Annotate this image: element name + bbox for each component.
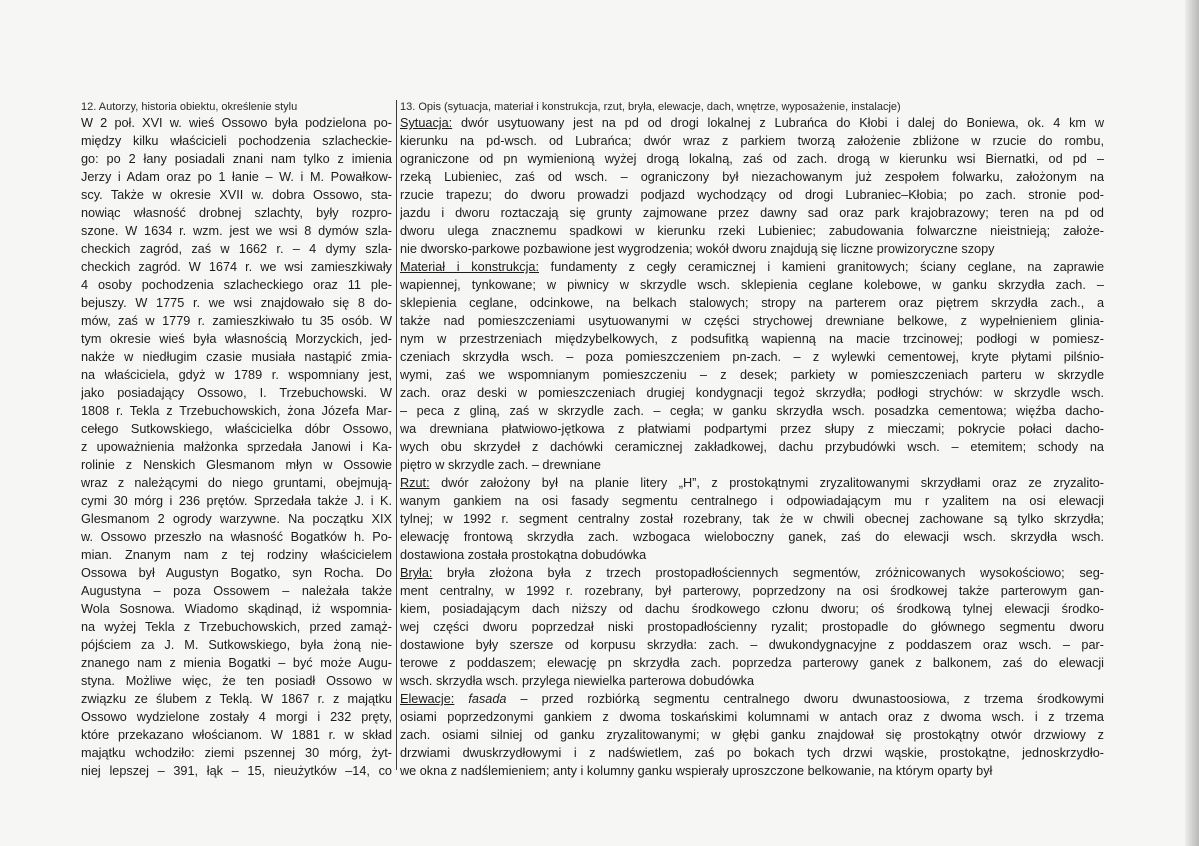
- history-line: bejuszy. W 1775 r. we wsi znajdowało się 8 do-: [81, 296, 392, 310]
- line-text: tylnej; w 1992 r. segment centralny został rozebrany, tak że w chwili obecnej zachowane są tylko skrzydła;: [400, 512, 1104, 526]
- history-line: W 2 poł. XVI w. wieś Ossowo była podzielona po-: [81, 116, 392, 130]
- line-text: wanym gankiem na osi fasady segmentu centralnego i odpowiadającym mu r yzalitem na osi elewacji: [400, 494, 1104, 508]
- line-text: piętro w skrzydle zach. – drewniane: [400, 458, 601, 472]
- description-line: [400, 114, 1104, 132]
- history-line: Jerzy i Adam oraz po 1 łanie – W. i M. Powałkow-: [81, 170, 392, 184]
- description-line: [400, 276, 1104, 294]
- history-line: na właściciela, gdyż w 1789 r. wspomniany jest,: [81, 368, 392, 382]
- description-column: [400, 101, 1104, 780]
- line-text: bryła złożona była z trzech prostopadłościennych segmentów, zróżnicowanych wysokościowo; seg-: [432, 566, 1104, 580]
- line-text: osiami poprzedzonymi gankiem z dwoma toskańskimi kolumnami w antach oraz z dwoma wsch. i z trzema: [400, 710, 1104, 724]
- line-text: ograniczone od pn wymienioną wyżej drogą lokalną, zaś od zach. drogą w kierunku wsi Biernatki, od pd –: [400, 152, 1104, 166]
- line-text: nie dworsko-parkowe pozbawione jest wygrodzenia; wokół dworu znajdują się liczne prowizoryczne szopy: [400, 242, 995, 256]
- history-line: Glesmanom 2 ogrody warzywne. Na początku XIX: [81, 512, 392, 526]
- description-line: [400, 258, 1104, 276]
- line-text: sklepienia ceglane, odcinkowe, na belkach stalowych; stropy na parterem oraz piętrem skrzydła zach., a: [400, 296, 1104, 310]
- line-text: – peca z gliną, zaś w skrzydle zach. – cegła; w ganku skrzydła wsch. posadzka cementowa; więźba dacho-: [400, 404, 1104, 418]
- line-text: – przed rozbiórką segmentu centralnego dworu dwunastoosiowa, z trzema środkowymi: [506, 692, 1104, 706]
- history-line: scy. Także w okresie XVII w. dobra Ossowo, sta-: [81, 188, 392, 202]
- history-line: nakże w niedługim czasie musiała nastąpić zmia-: [81, 350, 392, 364]
- history-line: związku ze ślubem z Teklą. W 1867 r. z majątku: [81, 692, 392, 706]
- line-text: we okna z nadślemieniem; anty i kolumny ganku wspierały uproszczone belkowanie, na którym oparty był: [400, 764, 993, 778]
- line-text: nym w przestrzeniach międzybelkowych, z podsufitką wapienną na macie trzcinowej; podłogi w pomiesz-: [400, 332, 1104, 346]
- history-line: nowiąc własność drobnej szlachty, były rozpro-: [81, 206, 392, 220]
- description-line: [400, 744, 1104, 762]
- description-line: [400, 222, 1104, 240]
- line-text: kiem, posiadającym dach niższy od dachu środkowego członu dworu; oś środkową tylnej elewacji środko-: [400, 602, 1104, 616]
- history-line: checkich zagród, zaś w 1662 r. – 4 dymy szla-: [81, 242, 392, 256]
- description-line: [400, 240, 1104, 258]
- history-line: Ossowo wydzielone zostały 4 morgi i 232 pręty,: [81, 710, 392, 724]
- description-line: [400, 348, 1104, 366]
- description-line: [400, 438, 1104, 456]
- history-line: na wyżej Tekla z Trzebuchowskich, przed zamąż-: [81, 620, 392, 634]
- section-label: Materiał i konstrukcja:: [400, 260, 539, 274]
- line-text: zach. oraz deski w pomieszczeniach drugiej kondygnacji tegoż skrzydła; podłogi strychów: w skrzydle wsch.: [400, 386, 1104, 400]
- column-divider: [396, 100, 397, 770]
- line-text: ment centralny, w 1992 r. rozebrany, był parterowy, poprzedzony na osi środkowej także parterowym gan-: [400, 584, 1104, 598]
- history-line: jako posiadający Ossowo, I. Trzebuchowski. W: [81, 386, 392, 400]
- line-text: wsch. skrzydła wsch. przylega niewielka parterowa dobudówka: [400, 674, 755, 688]
- history-line: 4 osoby pochodzenia szlacheckiego oraz 11 ple-: [81, 278, 392, 292]
- history-line: 1808 r. Tekla z Trzebuchowskich, żona Józefa Mar-: [81, 404, 392, 418]
- line-text: kierunku na pd-wsch. od Lubrańca; dwór wraz z parkiem tworzą założenie zbliżone w rzucie do rombu,: [400, 134, 1104, 148]
- history-line: niej lepszej – 391, łąk – 15, nieużytków –14, co: [81, 764, 392, 778]
- description-line: [400, 762, 1104, 780]
- description-line: [400, 420, 1104, 438]
- line-text: jazdu i dworu roztaczają się grunty zajmowane przez dawny sad oraz park krajobrazowy; teren na pd od: [400, 206, 1104, 220]
- history-line: pójściem za J. M. Sutkowskiego, była żoną nie-: [81, 638, 392, 652]
- line-text: zach. osiami silniej od ganku zryzalitowanymi; w głębi ganku znajdował się prostokątny otwór drzwiowy z: [400, 728, 1104, 742]
- line-text: wych obu skrzydeł z dachówki ceramicznej zakładkowej, dachu przybudówki wsch. – etemitem; schody na: [400, 440, 1104, 454]
- line-text: wymi, zaś we wspomnianym pomieszczeniu – z desek; parkiety w pomieszczeniach parteru w skrzydle: [400, 368, 1104, 382]
- history-line: cełego Sutkowskiego, właścicielka dóbr Ossowo,: [81, 422, 392, 436]
- description-line: [400, 186, 1104, 204]
- line-text: drzwiami dwuskrzydłowymi i z nadświetlem, zaś po bokach tych drzwi wąskie, prostokątne, jednoskrzydło-: [400, 746, 1104, 760]
- description-line: [400, 474, 1104, 492]
- history-line: mów, zaś w 1779 r. zamieszkiwało tu 35 osób. W: [81, 314, 392, 328]
- section-label: Bryła:: [400, 566, 433, 580]
- description-line: [400, 456, 1104, 474]
- history-heading: 12. Autorzy, historia obiektu, określenie stylu: [81, 101, 298, 113]
- section-subtitle: fasada: [468, 692, 507, 706]
- description-line: [400, 384, 1104, 402]
- history-line: Ossowa był Augustyn Bogatko, syn Rocha. Do: [81, 566, 392, 580]
- description-line: [400, 654, 1104, 672]
- description-line: [400, 294, 1104, 312]
- description-line: [400, 636, 1104, 654]
- line-text: także nad pomieszczeniami usytuowanymi w części strychowej drewniane belkowe, z wypełnieniem glinia-: [400, 314, 1104, 328]
- history-column: [81, 101, 392, 780]
- description-line: [400, 672, 1104, 690]
- line-text: dwór założony był na planie litery „H”, z prostokątnymi zryzalitowanymi skrzydłami oraz ze zryzalito-: [429, 476, 1104, 490]
- line-text: dworu ulega znacznemu spadkowi w kierunku rzeki Lubieniec; zabudowania folwarczne nieistnieją; założe-: [400, 224, 1104, 238]
- description-line: [400, 366, 1104, 384]
- history-line: cymi 30 mórg i 236 prętów. Sprzedała także J. i K.: [81, 494, 392, 508]
- description-heading: 13. Opis (sytuacja, materiał i konstrukcja, rzut, bryła, elewacje, dach, wnętrze, wyposażenie, instalacje): [400, 101, 901, 113]
- history-line: majątku wchodziło: ziemi pszennej 30 mórg, żyt-: [81, 746, 392, 760]
- history-line: które przekazano włościanom. W 1881 r. w skład: [81, 728, 392, 742]
- line-text: rzucie trapezu; do dworu prowadzi podjazd wychodzący od drogi Lubraniec–Kłobia; po zach. stronie pod-: [400, 188, 1104, 202]
- description-line: [400, 132, 1104, 150]
- history-line: z upoważnienia małżonka sprzedała Janowi i Ka-: [81, 440, 392, 454]
- section-label: Elewacje:: [400, 692, 455, 706]
- history-text: [81, 114, 392, 780]
- paper-edge-shadow: [1185, 0, 1199, 846]
- section-label: Sytuacja:: [400, 116, 453, 130]
- line-text: elewację frontową skrzydła zach. wzbogaca wieloboczny ganek, zaś do elewacji wsch. skrzydła wsch.: [400, 530, 1104, 544]
- section-label: Rzut:: [400, 476, 430, 490]
- history-line: Augustyna – poza Ossowem – należała także: [81, 584, 392, 598]
- line-text: fundamenty z cegły ceramicznej i kamieni granitowych; ściany ceglane, na zaprawie: [539, 260, 1104, 274]
- description-line: [400, 690, 1104, 708]
- line-text: rzeką Lubieniec, zaś od wsch. – ograniczony był niezachowanym już zespołem folwarku, założonym na: [400, 170, 1104, 184]
- description-line: [400, 726, 1104, 744]
- line-text: wej części dworu poprzedzał niski prostopadłościenny ryzalit; prostopadle do głównego segmentu dworu: [400, 620, 1104, 634]
- description-line: [400, 204, 1104, 222]
- description-line: [400, 330, 1104, 348]
- description-line: [400, 546, 1104, 564]
- line-text: terowe z poddaszem; elewację pn skrzydła zach. poprzedza parterowy ganek z balkonem, zaś do elewacji: [400, 656, 1104, 670]
- history-line: styna. Możliwe więc, że ten posiadł Ossowo w: [81, 674, 392, 688]
- history-line: go: po 2 łany posiadali znani nam tylko z imienia: [81, 152, 392, 166]
- line-text: dostawiona została prostokątna dobudówka: [400, 548, 647, 562]
- description-line: [400, 600, 1104, 618]
- line-text: wa drewniana płatwiowo-jętkowa z płatwiami podpartymi przez słupy z mieczami; pokrycie połaci dacho-: [400, 422, 1104, 436]
- description-line: [400, 168, 1104, 186]
- history-line: szone. W 1634 r. wzm. jest we wsi 8 dymów szla-: [81, 224, 392, 238]
- description-line: [400, 150, 1104, 168]
- description-text: [400, 114, 1104, 780]
- history-line: rolinie z Nenskich Glesmanom młyn w Ossowie: [81, 458, 392, 472]
- history-line: mian. Znanym nam z tej rodziny właścicielem: [81, 548, 392, 562]
- description-line: [400, 564, 1104, 582]
- history-line: znanego nam z mienia Bogatki – być może Augu-: [81, 656, 392, 670]
- line-text: dwór usytuowany jest na pd od drogi lokalnej z Lubrańca do Kłobi i dalej do Boniewa, ok. 4 km w: [452, 116, 1104, 130]
- description-line: [400, 618, 1104, 636]
- description-line: [400, 492, 1104, 510]
- history-line: tym okresie wieś była własnością Morzyckich, jed-: [81, 332, 392, 346]
- line-text: wapiennej, tynkowane; w piwnicy w skrzydle wsch. sklepienia ceglane kolebowe, w ganku skrzydła zach. –: [400, 278, 1104, 292]
- description-line: [400, 402, 1104, 420]
- description-line: [400, 708, 1104, 726]
- history-line: w. Ossowo przeszło na własność Bogatków h. Po-: [81, 530, 392, 544]
- description-line: [400, 312, 1104, 330]
- line-text: czeniach skrzydła wsch. – poza pomieszczeniem pn-zach. – z wylewki cementowej, kryte płytami pilśnio-: [400, 350, 1104, 364]
- description-line: [400, 528, 1104, 546]
- history-line: Wola Sosnowa. Wiadomo skądinąd, iż wspomnia-: [81, 602, 392, 616]
- line-text: dostawione były szersze od korpusu skrzydła: zach. – dwukondygnacyjne z poddaszem oraz wsch. – par-: [400, 638, 1104, 652]
- description-line: [400, 582, 1104, 600]
- history-line: wraz z należącymi do niego gruntami, obejmują-: [81, 476, 392, 490]
- history-line: checkich zagród. W 1674 r. we wsi zamieszkiwały: [81, 260, 392, 274]
- description-line: [400, 510, 1104, 528]
- history-line: między kilku właścicieli pochodzenia szlacheckie-: [81, 134, 392, 148]
